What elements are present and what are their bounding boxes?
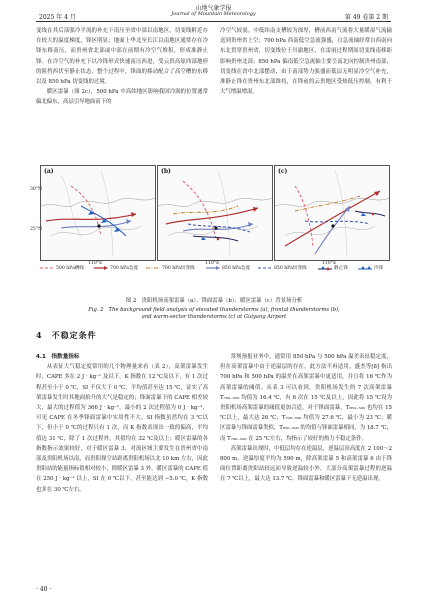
paragraph: 暖区雷暴（图 2c），500 hPa 中高纬地区影响我国冷涡的位置通常偏北偏东，高层引导地面南下的 bbox=[36, 89, 208, 106]
section-title: 4 不稳定条件 bbox=[36, 330, 97, 340]
y-axis-label-bottom: 25°N bbox=[30, 227, 43, 232]
legend-dashdot-icon bbox=[146, 266, 160, 270]
paragraph: 高架雷暴出现时，中低层均存在逆温层，逆温层顶高度在 2 100～2 800 m，逆温厚度平均为 590 m，除高架雷暴 5 和高架雷暴 6 由于锋面位置距离贵阳站较远而导致逆温较小外，大部分高架雷暴过程的逆温在 7 ℃以上，最大达 13.7 ℃。锋面雷暴和暖区雷暴下无逆温出现。 bbox=[220, 445, 392, 483]
legend-item bbox=[358, 265, 383, 271]
legend-arrow-icon bbox=[94, 266, 108, 270]
legend-label: 850 hPa急流 bbox=[222, 266, 250, 271]
legend-label: 静止锋 bbox=[334, 266, 348, 271]
x-axis-label-a: 110°E bbox=[88, 261, 103, 266]
header-rule bbox=[36, 21, 391, 22]
figure-2 bbox=[30, 165, 392, 289]
panel-label-b: (b) bbox=[161, 168, 171, 175]
paragraph: 冷空气较弱。中低纬南支槽较为深厚，槽前西南气流将大量暖湿气流输送到贵州省上空；700 hPa 西南低空急流强盛，且急流轴经常自西南向东北贯穿贵州省，切变线位于川渝地区，在雷雨过程期间切变线南移距影响贵州北部；850 hPa 偏南低空急流轴主要呈南北向控制贵州南部，切变线在省中北部摆动，由于南部势力强盛而低层无明显冷空气补充，准静止锋在贵州东北部维持，在锋前的云贵地区受热低压控制，有利于大气增温增湿。 bbox=[220, 28, 392, 96]
legend-item bbox=[40, 265, 84, 271]
figure-legend bbox=[36, 265, 392, 275]
map-c-graphic bbox=[275, 166, 389, 260]
subsection-title: 4.1 指数量指标 bbox=[36, 354, 80, 360]
paragraph: 变线在其后部强冷平流的补充下南压至省中部以南地区，切变线附近存在较大的温度梯度，锋区明显；地面上华北至长江以南地区通常存在冷锋东移南压，而贵州省北部或中部在前期有冷空气堆积，形成准静止锋。在冷空气的补充下以冷锋形式快速南压西进，受云贵高原西部地形的阻挡西伏至静止状态，整个过程中，锋面的移动配合了高空槽的东移以及 850 hPa 切变线的过境。 bbox=[36, 28, 208, 86]
legend-dash-icon bbox=[40, 266, 54, 270]
map-panel-b bbox=[157, 165, 273, 261]
legend-item bbox=[258, 265, 307, 271]
legend-label: 500 hPa槽线 bbox=[56, 266, 84, 271]
issue-volume: 第 49 卷第 2 期 bbox=[344, 14, 388, 21]
paragraph: 常规预报业务中，通常用 850 hPa 与 500 hPa 温差表征稳定度，但在高架雷暴中由于逆温层的存在，此方法不再适用。盛杰等[8] 指出 700 hPa 和 500 hPa 的温差在高架雷暴中更适用，并且将 16 ℃作为高架雷暴的阈值。从表 3 可以看到，贵阳机场发生的 7 次高架雷暴 T₇₀₀₋₅₀₀ 均值为 16.4 ℃，有 6 次在 15 ℃及以上，因此将 15 ℃设为贵阳机场高架雷暴的阈值更加合适。对于锋面雷暴，T₈₅₀₋₅₀₀ 也均在 15 ℃以上，最大达 26 ℃；T₇₀₀₋₅₀₀ 均值为 27.6 ℃，最小为 23 ℃；暖区雷暴与锋面雷暴类似，T₈₅₀₋₅₀₀ 的均值与锋面雷暴相同，为 18.7 ℃，而 T₇₀₀₋₅₀₀ 在 25 ℃左右，均指示了较好的热力不稳定条件。 bbox=[220, 354, 392, 442]
right-column-bottom bbox=[220, 352, 392, 485]
panel-label-a: (a) bbox=[44, 168, 54, 175]
map-panel-c bbox=[274, 165, 390, 261]
legend-item bbox=[146, 265, 195, 271]
figure-caption-cn: 图 2 贵阳机场高架雷暴（a）、锋面雷暴（b）、暖区雷暴（c）背景场分析 bbox=[125, 298, 303, 304]
figure-caption-en-line2: and warm-sector thunderstorms (c) at Guiyang Airport bbox=[141, 314, 287, 320]
legend-item bbox=[94, 265, 138, 271]
journal-title-cn: 山地气象学报 bbox=[195, 5, 232, 12]
paragraph: 从表征大气稳定度常用的几个物理量来看（表 2），高架雷暴发生时，CAPE 多在 2 J · kg⁻¹ 及以下，K 指数在 12 ℃及以下，有 1 次过程甚至小于 0 ℃，SI 不仅大于 0 ℃，平均值甚至达 15 ℃，证实了高架雷暴发生时其地面抬升的大气是稳定的；锋面雷暴下的 CAPE 相差较大，最大的过程值为 366 J · kg⁻¹，最小的 2 次过程值为 0 J · kg⁻¹，可见 CAPE 在冬季锋面雷暴中实用性不大，SI 指数虽然均在 3 ℃以下，但小于 0 ℃的过程只有 1 次，而 K 指数表现出一致的偏高，平均值达 31 ℃，除了 1 次过程外，其值均在 32 ℃及以上；暖区雷暴的各指数指示效果较好，对于暖区雷暴 3，对流区域主要发生在贵州省中南部及贵阳机场以南，而贵阳探空站距离贵阳机场以北 10 km 左右，因此贵阳站的能量指标值相对较小，除暖区雷暴 3 外，暖区雷暴的 CAPE 值在 250 J · kg⁻¹ 以上，SI 在 0 ℃以下，甚至能达到 −5.0 ℃，K 指数也多在 30 ℃左右。 bbox=[36, 364, 208, 493]
legend-dash-icon bbox=[258, 266, 272, 270]
panel-label-c: (c) bbox=[278, 168, 288, 175]
issue-date: 2025 年 4 月 bbox=[39, 14, 76, 21]
legend-item bbox=[318, 265, 348, 271]
map-panel-a bbox=[40, 165, 156, 261]
map-b-graphic bbox=[158, 166, 272, 260]
legend-label: 850 hPa切变线 bbox=[274, 266, 307, 271]
right-column-top bbox=[220, 26, 392, 97]
x-axis-label-b: 110°E bbox=[205, 261, 220, 266]
map-a-graphic bbox=[41, 166, 155, 260]
left-column-top bbox=[36, 26, 208, 108]
page-number: · 40 · bbox=[36, 586, 52, 593]
legend-arrow-icon bbox=[206, 266, 220, 270]
y-axis-label-top: 30°N bbox=[30, 187, 43, 192]
stationary-front-icon bbox=[318, 266, 332, 271]
figure-caption-en-line1: Fig. 2 The background field analysis of elevated thunderstorms (a), frontal thunderstorms (b), bbox=[88, 307, 340, 313]
legend-item bbox=[206, 265, 250, 271]
page-header bbox=[0, 0, 427, 26]
legend-label: 冷锋 bbox=[374, 266, 384, 271]
left-column-bottom bbox=[36, 352, 208, 495]
legend-label: 700 hPa切变线 bbox=[162, 266, 195, 271]
legend-label: 700 hPa急流 bbox=[110, 266, 138, 271]
x-axis-label-c: 110°E bbox=[322, 261, 337, 266]
journal-title-en: Journal of Mountain Meteorology bbox=[171, 11, 256, 17]
cold-front-icon bbox=[358, 266, 372, 271]
